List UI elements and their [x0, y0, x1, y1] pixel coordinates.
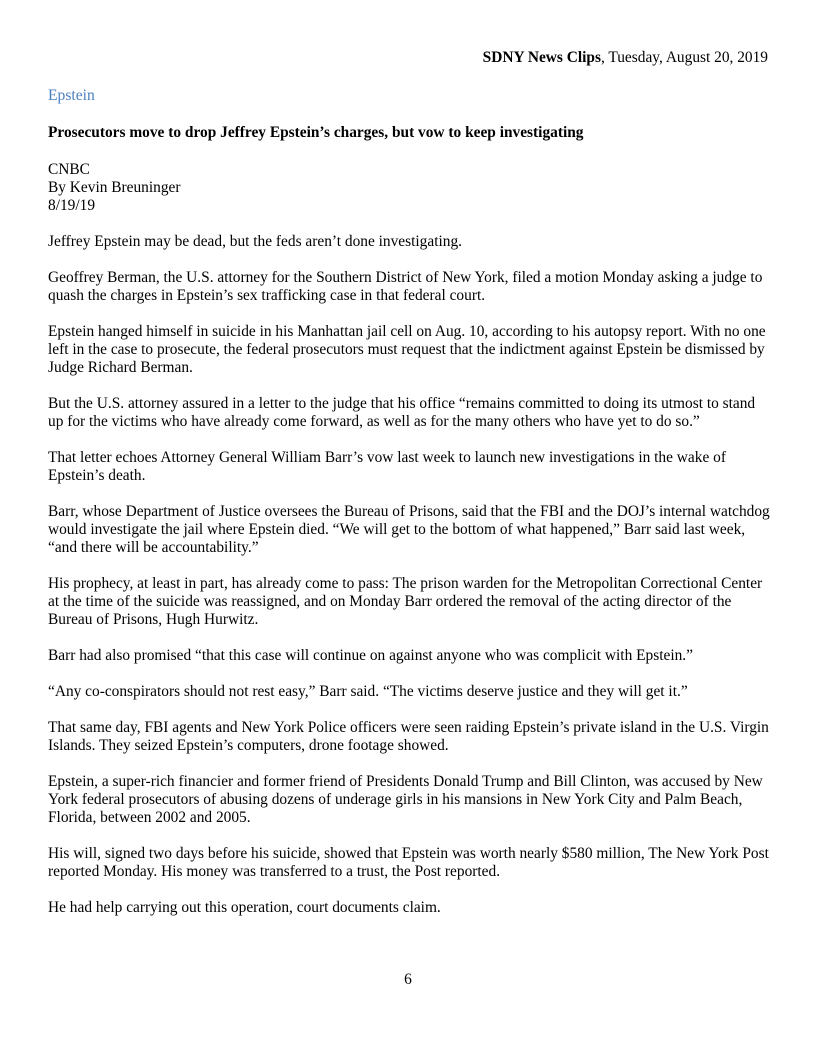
page-number: 6 — [404, 971, 412, 988]
article-paragraph: But the U.S. attorney assured in a letter to the judge that his office “remains committed to doing its utmost to stand up for the victims who have already come forward, as well as for the many others who have yet to do so.” — [48, 395, 756, 430]
article-meta — [48, 161, 181, 215]
publication-name: SDNY News Clips — [482, 49, 601, 66]
article-paragraph: Geoffrey Berman, the U.S. attorney for the Southern District of New York, filed a motion Monday asking a judge to quash the charges in Epstein’s sex trafficking case in that federal court. — [48, 269, 763, 304]
article-paragraph: Barr had also promised “that this case will continue on against anyone who was complicit with Epstein.” — [48, 647, 693, 664]
header-date: , Tuesday, August 20, 2019 — [600, 49, 768, 66]
article-paragraph: Epstein, a super-rich financier and former friend of Presidents Donald Trump and Bill Clinton, was accused by New York federal prosecutors of abusing dozens of underage girls in his mansions in New York City and Palm Beach, Florida, between 2002 and 2005. — [48, 773, 763, 826]
article-paragraph: Epstein hanged himself in suicide in his Manhattan jail cell on Aug. 10, according to his autopsy report. With no one left in the case to prosecute, the federal prosecutors must request that the indictment against Epstein be dismissed by Judge Richard Berman. — [48, 323, 766, 376]
article-source: CNBC — [48, 161, 90, 178]
article-paragraph: That same day, FBI agents and New York Police officers were seen raiding Epstein’s private island in the U.S. Virgin Islands. They seized Epstein’s computers, drone footage showed. — [48, 719, 769, 754]
article-byline: By Kevin Breuninger — [48, 179, 181, 196]
article-headline: Prosecutors move to drop Jeffrey Epstein’s charges, but vow to keep investigating — [48, 124, 584, 141]
article-paragraph: His will, signed two days before his suicide, showed that Epstein was worth nearly $580 million, The New York Post reported Monday. His money was transferred to a trust, the Post reported. — [48, 845, 769, 880]
article-body — [48, 233, 770, 935]
article-date: 8/19/19 — [48, 197, 96, 214]
article-paragraph: His prophecy, at least in part, has already come to pass: The prison warden for the Metropolitan Correctional Center at the time of the suicide was reassigned, and on Monday Barr ordered the removal of the acting director of the Bureau of Prisons, Hugh Hurwitz. — [48, 575, 763, 628]
article-paragraph: Barr, whose Department of Justice oversees the Bureau of Prisons, said that the FBI and the DOJ’s internal watchdog would investigate the jail where Epstein died. “We will get to the bottom of what happened,” Barr said last week, “and there will be accountability.” — [48, 503, 770, 556]
article-paragraph: He had help carrying out this operation, court documents claim. — [48, 899, 441, 916]
article-paragraph: “Any co-conspirators should not rest easy,” Barr said. “The victims deserve justice and they will get it.” — [48, 683, 688, 700]
article-paragraph: Jeffrey Epstein may be dead, but the feds aren’t done investigating. — [48, 233, 462, 250]
article-paragraph: That letter echoes Attorney General William Barr’s vow last week to launch new investigations in the wake of Epstein’s death. — [48, 449, 726, 484]
section-heading: Epstein — [48, 87, 95, 104]
page-header — [483, 49, 768, 67]
